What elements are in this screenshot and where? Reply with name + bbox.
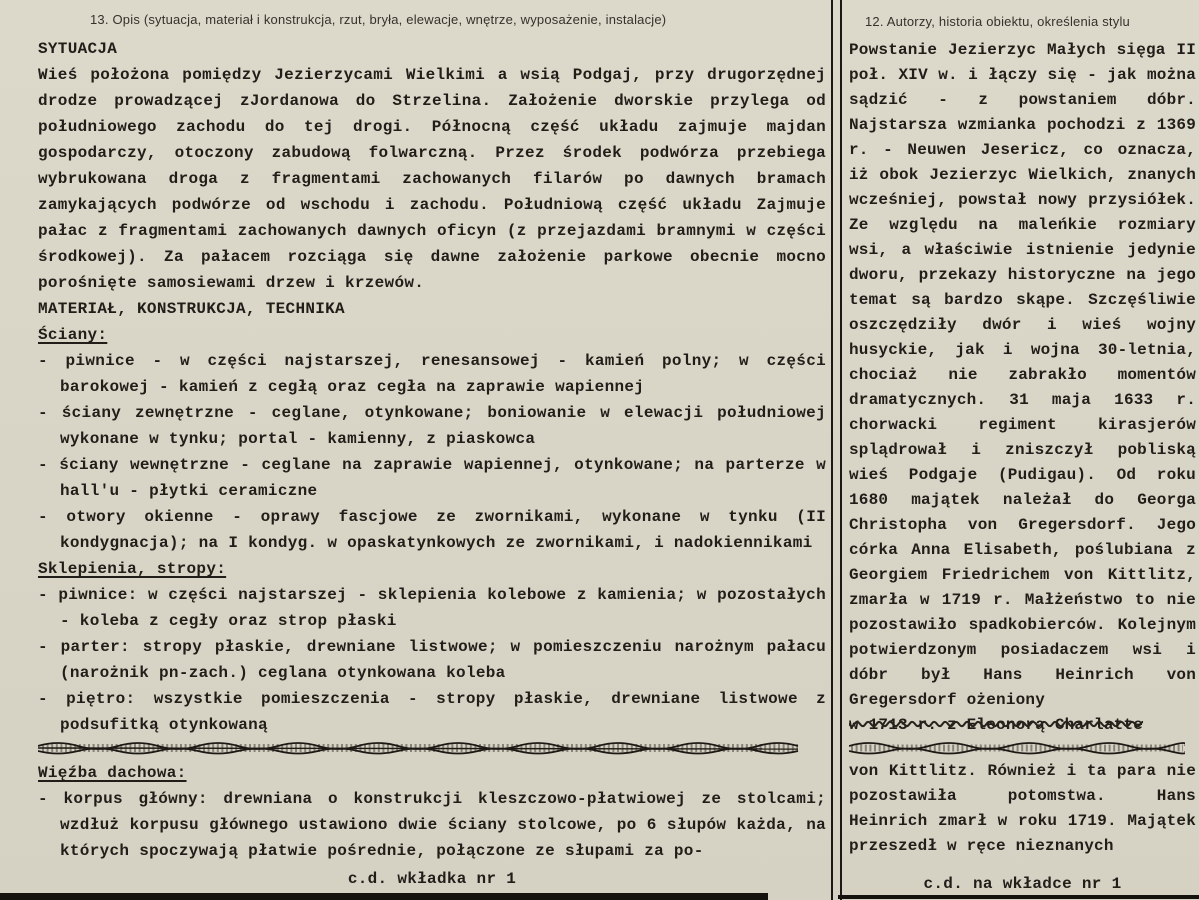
- history-text-part1: Powstanie Jezierzyc Małych sięga II poł. XIV w. i łączy się - jak można sądzić - z powstaniem dóbr. Najstarsza wzmianka pochodzi z 1369 r. - Neuwen Jesericz, co oznacza, iż obok Jezierzyc Wielkich, znanych wcześniej, powstał nowy przysiółek. Ze względu na maleńkie rozmiary wsi, a właściwie istnienie jedynie dworu, przekazy historyczne na jego temat są bardzo skąpe. Szczęśliwie oszczędziły dwór i wieś wojny husyckie, jak i wojna 30-letnia, chociaż nie zabrakło momentów dramatycznych. 31 maja 1633 r. chorwacki regiment kirasjerów splądrował i zniszczył pobliską wieś Podgaje (Pudigau). Od roku 1680 majątek należał do Georga Christopha von Gregersdorf. Jego córka Anna Elisabeth, poślubiana z Georgiem Friedrichem von Kittlitz, zmarła w 1719 r. Małżeństwo to nie pozostawiło spadkobierców. Kolejnym potwierdzonym posiadaczem wsi i dóbr był Hans Heinrich von Gregersdorf ożeniony: [849, 41, 1196, 709]
- section-12-body: [849, 38, 1196, 859]
- left-continuation-note: c.d. wkładka nr 1: [347, 870, 517, 888]
- column-divider-rule: [840, 0, 842, 900]
- sciany-item: - ściany wewnętrzne - ceglane na zaprawie wapiennej, otynkowane; na parterze w hall'u - płytki ceramiczne: [38, 456, 826, 500]
- sciany-item: - ściany zewnętrzne - ceglane, otynkowane; boniowanie w elewacji południowej wykonane w tynku; portal - kamienny, z piaskowca: [38, 404, 826, 448]
- section-12-header: 12. Autorzy, historia obiektu, określenia stylu: [865, 14, 1130, 29]
- sciany-item: - otwory okienne - oprawy fascjowe ze zwornikami, wykonane w tynku (II kondygnacja); na I kondyg. w opaskatynkowych ze zwornikami, i nadokiennikami: [38, 508, 826, 552]
- bottom-rule-left: [0, 893, 768, 900]
- scribble-strikeout-icon: [849, 740, 1185, 756]
- section-13-header: 13. Opis (sytuacja, materiał i konstrukcja, rzut, bryła, elewacje, wnętrze, wyposażenie, instalacje): [90, 12, 667, 27]
- scribble-strikeout-icon: [38, 739, 802, 757]
- section-12-historia: [849, 14, 1196, 893]
- wiezba-item: - korpus główny: drewniana o konstrukcji kleszczowo-płatwiowej ze stolcami; wzdłuż korpusu głównego ustawiono dwie ściany stolcowe, po 6 słupów każda, na których spoczywają płatwie pośrednie, połączone ze słupami za po-: [38, 790, 826, 860]
- history-text-part2: von Kittlitz. Również i ta para nie pozostawiła potomstwa. Hans Heinrich zmarł w roku 1719. Majątek przeszedł w ręce nieznanych: [849, 762, 1196, 855]
- right-continuation-note: c.d. na wkładce nr 1: [923, 875, 1122, 893]
- sciany-item: - piwnice - w części najstarszej, renesansowej - kamień polny; w części barokowej - kamień z cegłą oraz cegła na zaprawie wapiennej: [38, 352, 826, 396]
- struck-text-line: w 1713 r. z Eleonorą Charlatte: [849, 716, 1144, 734]
- sklepienia-heading: Sklepienia, stropy:: [38, 560, 227, 578]
- sklepienia-item: - parter: stropy płaskie, drewniane listwowe; w pomieszczeniu narożnym pałacu (narożnik pn-zach.) ceglana otynkowana koleba: [38, 638, 826, 682]
- section-13-body: [38, 36, 826, 892]
- sklepienia-item: - piwnice: w części najstarszej - sklepienia kolebowe z kamienia; w pozostałych - koleba z cegły oraz strop płaski: [38, 586, 826, 630]
- material-heading: MATERIAŁ, KONSTRUKCJA, TECHNIKA: [38, 300, 345, 318]
- bottom-rule-right: [838, 895, 1199, 899]
- section-13-opis: [38, 12, 826, 892]
- sytuacja-heading: SYTUACJA: [38, 40, 118, 58]
- crossed-out-line: [849, 740, 1196, 756]
- sciany-heading: Ściany:: [38, 326, 108, 344]
- sklepienia-item: - piętro: wszystkie pomieszczenia - stropy płaskie, drewniane listwowe z podsufitką otynkowaną: [38, 690, 826, 734]
- sytuacja-paragraph: Wieś położona pomiędzy Jezierzycami Wielkimi a wsią Podgaj, przy drugorzędnej drodze prowadzącej zJordanowa do Strzelina. Założenie dworskie przylega od południowego zachodu do tej drogi. Północną część układu zajmuje majdan gospodarczy, otoczony zabudową folwarczną. Przez środek podwórza przebiega wybrukowana droga z fragmentami zachowanych filarów po dawnych bramach zamykających podwórze od wschodu i zachodu. Południową część układu Zajmuje pałac z fragmentami zachowanych dawnych oficyn (z przejazdami bramnymi w części środkowej). Za pałacem rozciąga się dawne założenie parkowe obecnie mocno porośnięte samosiewami drzew i krzewów.: [38, 66, 826, 292]
- crossed-out-line: [38, 739, 826, 757]
- column-divider-rule: [831, 0, 833, 900]
- wiezba-heading: Więźba dachowa:: [38, 764, 187, 782]
